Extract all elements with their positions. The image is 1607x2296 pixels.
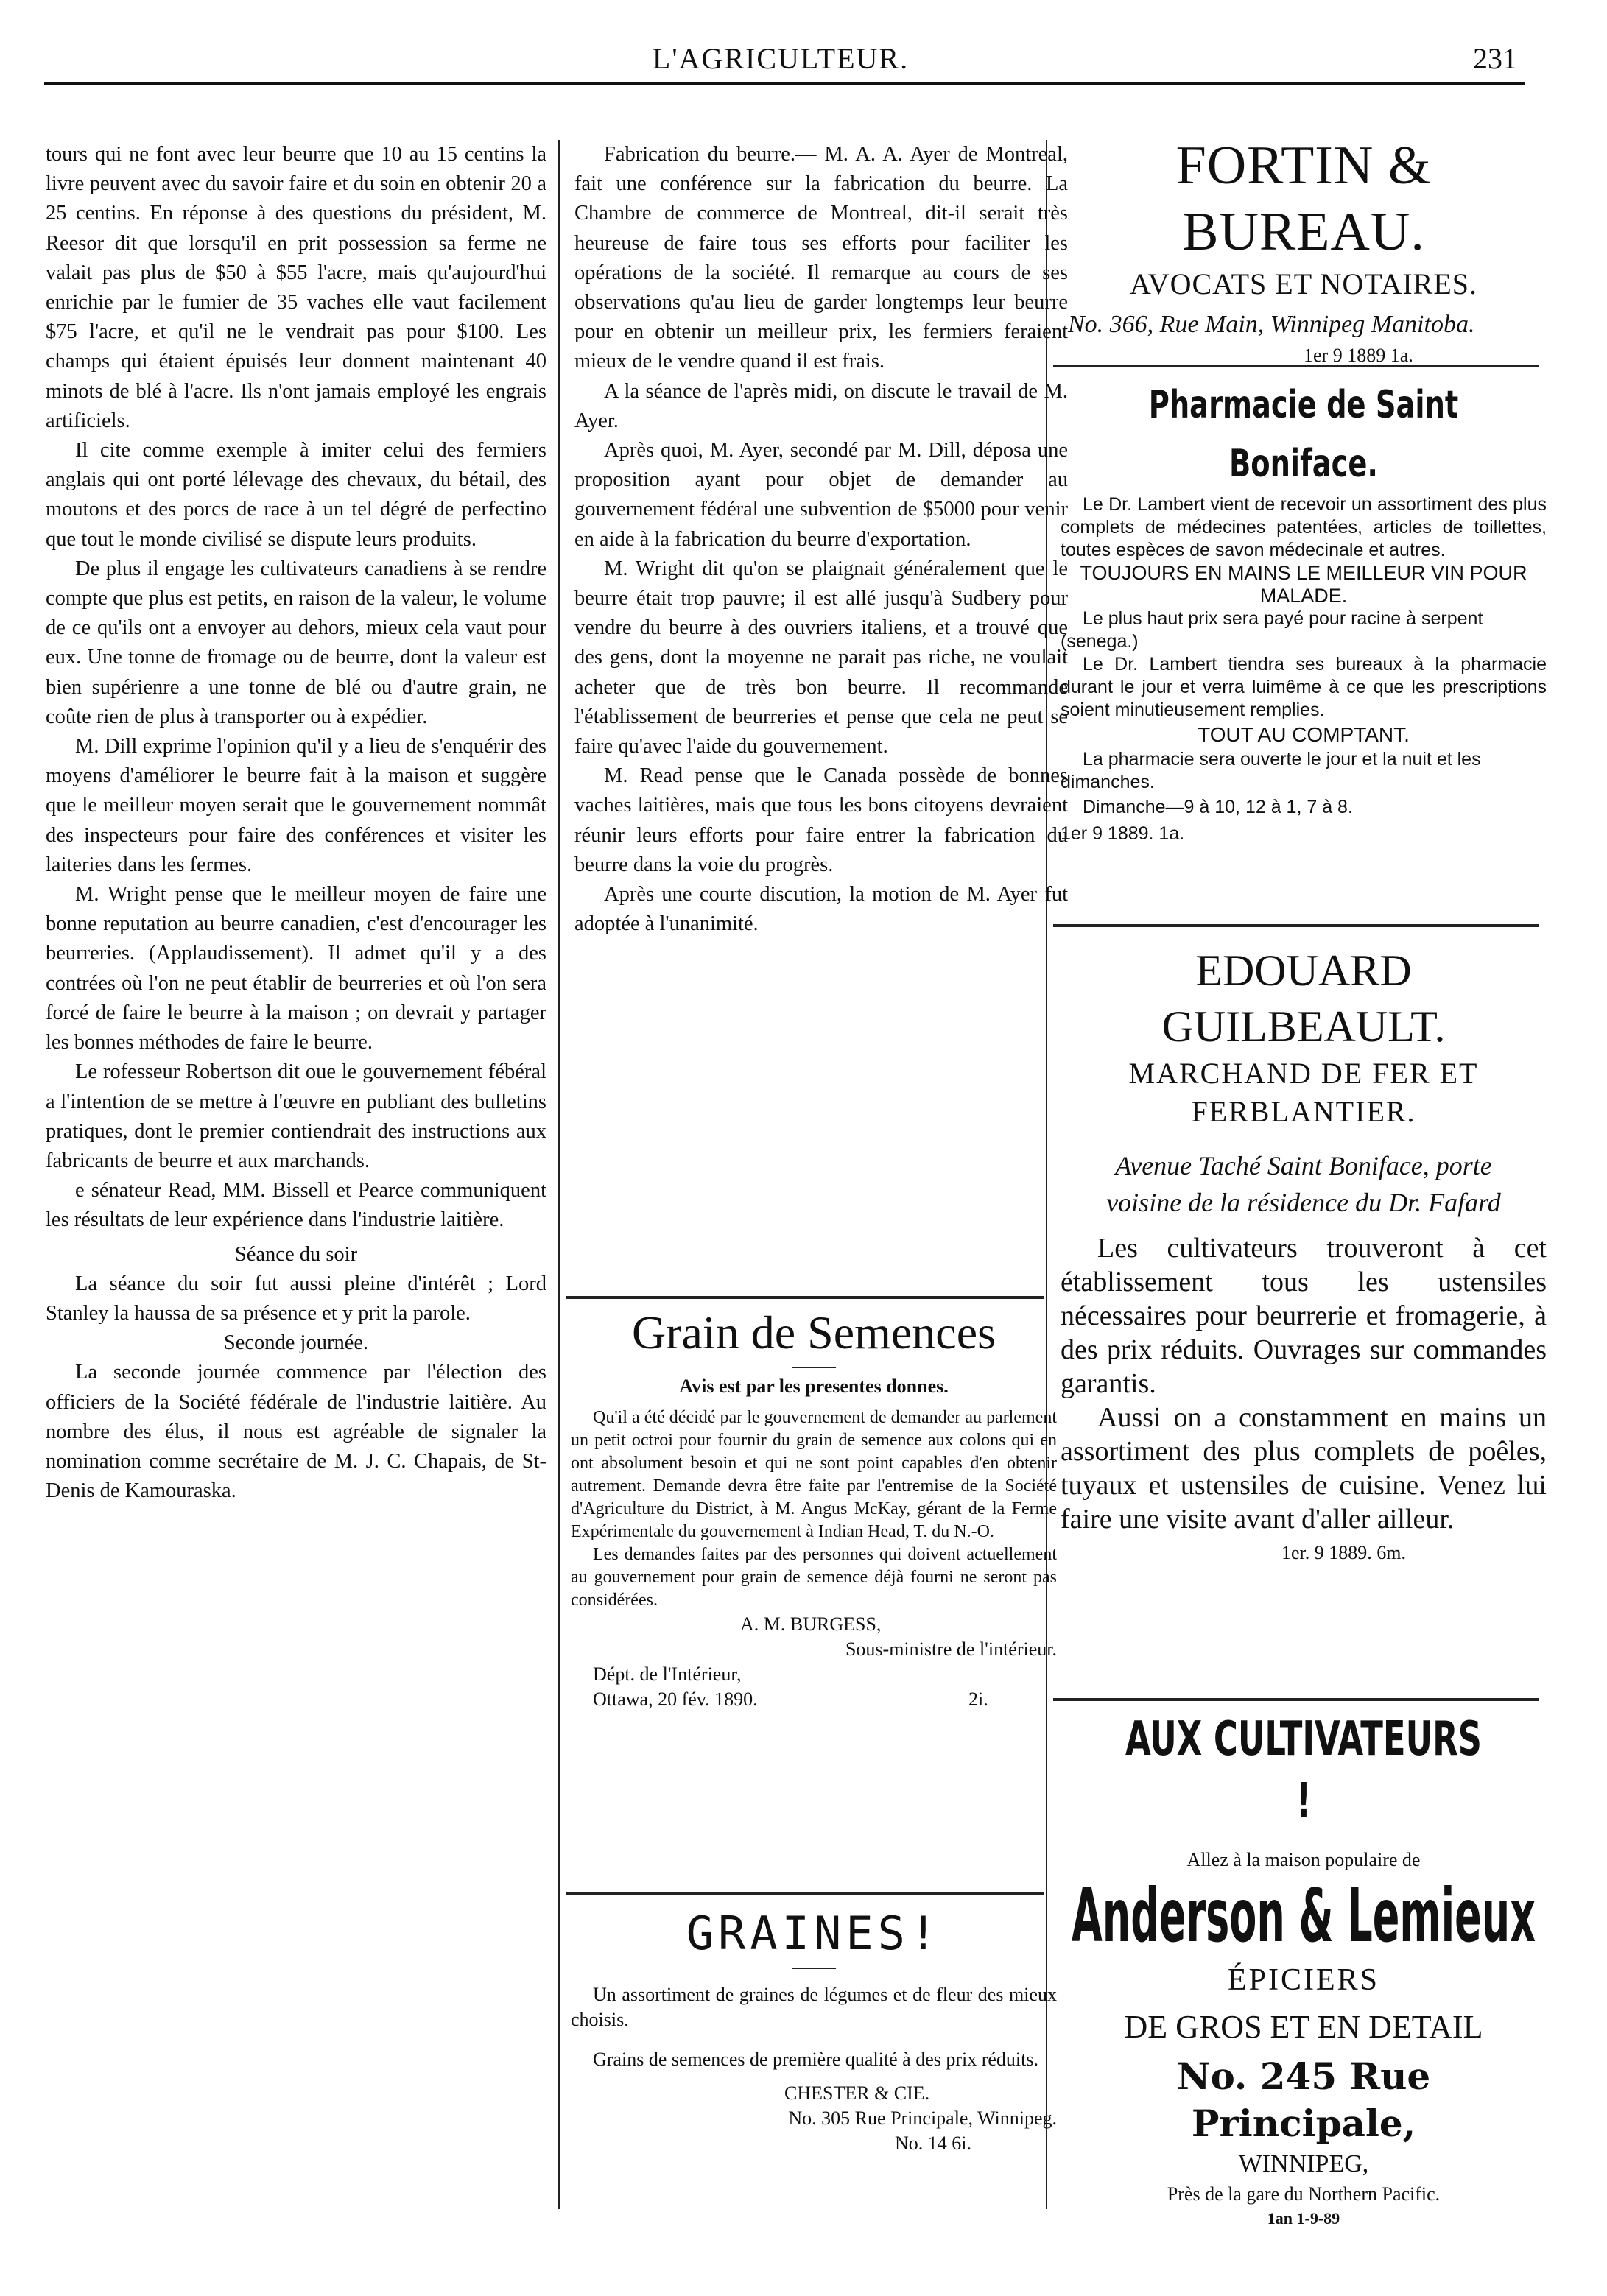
graines-title: GRAINES!: [686, 1906, 942, 1960]
article-paragraph: e sénateur Read, MM. Bissell et Pearce communiquent les résultats de leur expérience dans l'industrie laitière.: [46, 1179, 546, 1232]
grain-signature-name: A. M. BURGESS,: [740, 1613, 882, 1635]
article-paragraph: tours qui ne font avec leur beurre que 10 au 15 centins la livre peuvent avec du savoir faire et du soin en obtenir 20 a 25 centins. En réponse à des questions du président, M. Reesor dit que lorsqu'il en prit possession sa ferme ne valait pas plus de $50 à $55 l'acre, mais qu'aujourd'hui enrichie par le fumier de 35 vaches elle vaut facilement $75 l'acre, et qu'il ne le vendrait pas pour $100. Les champs qui étaient épuisés leur donnent maintenant 40 minots de blé à l'acre. Ils n'ont jamais employé les engrais artificiels.: [46, 143, 546, 432]
anderson-lemieux-name: Anderson & Lemieux: [1071, 1873, 1536, 1959]
graines-address: No. 305 Rue Principale, Winnipeg.: [788, 2107, 1057, 2129]
article-paragraph: M. Wright dit qu'on se plaignait généralement que le beurre était trop pauvre; il est allé jusqu'à Sudbery pour vendre du beurre à des ouvriers italiens, et a trouvé que des gens, dont la moyenne ne parait pas riche, ne voulait acheter que de très bon beurre. Il recommande l'établissement de beurreries et pense que cela ne peut se faire qu'avec l'aide du gouvernement.: [574, 557, 1068, 758]
aux-cultivateurs-subtitle: Allez à la maison populaire de: [1186, 1849, 1421, 1870]
graines-paragraph: Un assortiment de graines de légumes et de fleur des mieux choisis.: [571, 1984, 1057, 2030]
article-paragraph: Fabrication du beurre.— M. A. A. Ayer de Montreal, fait une conférence sur la fabrication du beurre. La Chambre de commerce de Montreal, dit-il serait très heureuse de faire tous ses efforts pour faciliter les opérations de la société. Il remarque au cours de ses observations qu'au lieu de garder longtemps leur beurre pour en obtenir un meilleur prix, les fermiers feraient mieux de le vendre quand il est frais.: [574, 143, 1068, 373]
article-paragraph: M. Dill exprime l'opinion qu'il y a lieu de s'enquérir des moyens d'améliorer le beurre fait à la maison et suggère que le meilleur moyen serait que le gouvernement nommât des inspecteurs pour faire des conférences et visiter les laiteries dans les fermes.: [46, 735, 546, 876]
grain-paragraph: Les demandes faites par des personnes qui doivent actuellement au gouvernement pour grain de semence déjà fourni ne seront pas considérées.: [571, 1545, 1057, 1610]
article-paragraph: M. Read pense que le Canada possède de bonnes vaches laitières, mais que tous les bons citoyens devraient réunir leurs efforts pour faire entrer la fabrication du beurre dans la voie du progrès.: [574, 764, 1068, 876]
pharmacie-hours: Dimanche—9 à 10, 12 à 1, 7 à 8.: [1083, 797, 1353, 817]
rule-before-pharmacie: [1053, 365, 1539, 367]
newspaper-title: L'AGRICULTEUR.: [652, 42, 910, 75]
divider: [792, 1968, 836, 1969]
article-paragraph: Il cite comme exemple à imiter celui des fermiers anglais qui ont porté lélevage des chevaux, du bétail, des moutons et des porcs de race à un tel dégré de perfectino que tout le monde civilisé se dispute leurs produits.: [46, 439, 546, 551]
grain-date: Ottawa, 20 fév. 1890.: [593, 1688, 758, 1710]
rule-before-graines: [566, 1892, 1044, 1895]
divider: [792, 1367, 836, 1368]
store-location: Près de la gare du Northern Pacific.: [1167, 2183, 1441, 2205]
graines-paragraph: Grains de semences de première qualité à des prix réduits.: [593, 2049, 1038, 2070]
grain-subtitle: Avis est par les presentes donnes.: [679, 1376, 949, 1397]
grain-code: 2i.: [968, 1688, 988, 1710]
column-rule-1: [558, 140, 560, 2209]
pharmacie-title: Pharmacie de Saint Boniface.: [1148, 383, 1459, 486]
subhead-second-day: Seconde journée.: [223, 1331, 369, 1355]
aux-cultivateurs-title: AUX CULTIVATEURS !: [1125, 1712, 1483, 1828]
guilbeault-paragraph: Les cultivateurs trouveront à cet établissement tous les ustensiles nécessaires pour beurrerie et fromagerie, à des prix réduits. Ouvrages sur commandes garantis.: [1061, 1233, 1547, 1399]
page-number: 231: [1473, 42, 1517, 75]
article-paragraph: La seconde journée commence par l'élection des officiers de la Société fédérale de l'industrie laitière. Au nombre des élus, il nous est agréable de signaler la nomination comme secrétaire de M. J. C. Chapais, de St- Denis de Kamouraska.: [46, 1361, 546, 1503]
grain-department: Dépt. de l'Intérieur,: [593, 1663, 742, 1685]
pharmacie-code: 1er 9 1889. 1a.: [1061, 823, 1185, 844]
guilbeault-address: Avenue Taché Saint Boniface, porte voisine de la résidence du Dr. Fafard: [1106, 1151, 1501, 1217]
graines-code: No. 14 6i.: [895, 2133, 971, 2154]
pharmacie-cash: TOUT AU COMPTANT.: [1198, 723, 1410, 746]
graines-signature: CHESTER & CIE.: [784, 2082, 930, 2104]
header-rule: [44, 82, 1525, 85]
article-paragraph: A la séance de l'après midi, on discute le travail de M. Ayer.: [574, 379, 1068, 432]
article-paragraph: Après une courte discution, la motion de M. Ayer fut adoptée à l'unanimité.: [574, 883, 1068, 936]
article-column-1: [46, 140, 546, 1506]
guilbeault-title: EDOUARD GUILBEAULT.: [1161, 946, 1446, 1051]
gros-detail-label: DE GROS ET EN DETAIL: [1124, 2009, 1483, 2045]
guilbeault-subtitle: MARCHAND DE FER ET FERBLANTIER.: [1128, 1057, 1479, 1128]
pharmacie-paragraph: Le Dr. Lambert tiendra ses bureaux à la pharmacie durant le jour et verra luimême à ce que les prescriptions soient minutieusement remplies.: [1061, 654, 1547, 720]
pharmacie-paragraph: Le Dr. Lambert vient de recevoir un assortiment des plus complets de médecines patentées, articles de toillettes, toutes espèces de savon médecinale et autres.: [1061, 494, 1547, 560]
fortin-subtitle: AVOCATS ET NOTAIRES.: [1129, 267, 1478, 300]
ad-fortin-bureau: [1061, 133, 1547, 368]
pharmacie-paragraph: Le plus haut prix sera payé pour racine à serpent (senega.): [1061, 608, 1483, 652]
grain-date-line: [571, 1687, 1057, 1712]
epiciers-label: ÉPICIERS: [1227, 1963, 1380, 1997]
fortin-address: No. 366, Rue Main, Winnipeg Manitoba.: [1068, 311, 1475, 338]
article-paragraph: Après quoi, M. Ayer, secondé par M. Dill, déposa une proposition ayant pour objet de demander au gouvernement fédéral une subvention de $5000 pour venir en aide à la fabrication du beurre d'exportation.: [574, 439, 1068, 551]
grain-title: Grain de Semences: [631, 1306, 996, 1359]
fortin-title: FORTIN & BUREAU.: [1175, 135, 1432, 262]
ad-guilbeault: [1061, 943, 1547, 1566]
article-paragraph: Le rofesseur Robertson dit oue le gouvernement fébéral a l'intention de se mettre à l'œuvre en publiant des bulletins pratiques, dont le premier contiendrait des instructions aux fabricants de beurre et aux marchands.: [46, 1060, 546, 1172]
article-paragraph: M. Wright pense que le meilleur moyen de faire une bonne reputation au beurre canadien, c'est d'encourager les beurreries. (Applaudissement). Il admet qu'il y a des contrées où l'on ne peut établir de beurreries et où l'on sera forcé de faire le beurre à la maison ; on devrait y partager les bonnes méthodes de faire le beurre.: [46, 883, 546, 1054]
pharmacie-wine: TOUJOURS EN MAINS LE MEILLEUR VIN POUR MALADE.: [1080, 562, 1527, 607]
article-paragraph: De plus il engage les cultivateurs canadiens à se rendre compte que plus est petits, en raison de la valeur, le volume de ce qu'ils ont a envoyer au dehors, mieux cela vaut pour eux. Une tonne de fromage ou de beurre, dont la valeur est bien supérienre a une tonne de blé ou d'autre grain, ne coûte rien de plus à transporter ou à expédier.: [46, 557, 546, 728]
rule-before-aux-cultivateurs: [1053, 1698, 1539, 1701]
ad-pharmacie: [1061, 376, 1547, 847]
article-column-2: [574, 140, 1068, 939]
store-city: WINNIPEG,: [1238, 2150, 1369, 2177]
guilbeault-paragraph: Aussi on a constamment en mains un assortiment des plus complets de poêles, tuyaux et ustensiles de cuisine. Venez lui faire une visite avant d'aller ailleur.: [1061, 1402, 1547, 1535]
store-code: 1an 1-9-89: [1267, 2209, 1340, 2228]
guilbeault-code: 1er. 9 1889. 6m.: [1281, 1542, 1406, 1563]
pharmacie-paragraph: La pharmacie sera ouverte le jour et la nuit et les dimanches.: [1061, 749, 1481, 792]
grain-paragraph: Qu'il a été décidé par le gouvernement de demander au parlement un petit octroi pour fournir du grain de semence aux colons qui en ont absolument besoin et qui ne sont point capables d'en obtenir autrement. Demande devra être faite par l'entremise de la Société d'Agriculture du District, à M. Angus McKay, gérant de la Ferme Expérimentale du gouvernement à Indian Head, T. du N.-O.: [571, 1408, 1057, 1541]
page-header: [44, 41, 1517, 100]
subhead-evening: Séance du soir: [234, 1242, 358, 1266]
grain-signature-title: Sous-ministre de l'intérieur.: [845, 1638, 1057, 1660]
ad-graines: [571, 1907, 1057, 2156]
article-paragraph: La séance du soir fut aussi pleine d'intérêt ; Lord Stanley la haussa de sa présence et y prit la parole.: [46, 1272, 546, 1325]
ad-aux-cultivateurs: [1061, 1708, 1547, 2230]
fortin-code: 1er 9 1889 1a.: [1304, 345, 1413, 366]
ad-grain-de-semences: [571, 1303, 1057, 1712]
store-address: No. 245 Rue Principale,: [1176, 2054, 1431, 2145]
rule-before-guilbeault: [1053, 924, 1539, 927]
rule-before-grain: [566, 1296, 1044, 1299]
